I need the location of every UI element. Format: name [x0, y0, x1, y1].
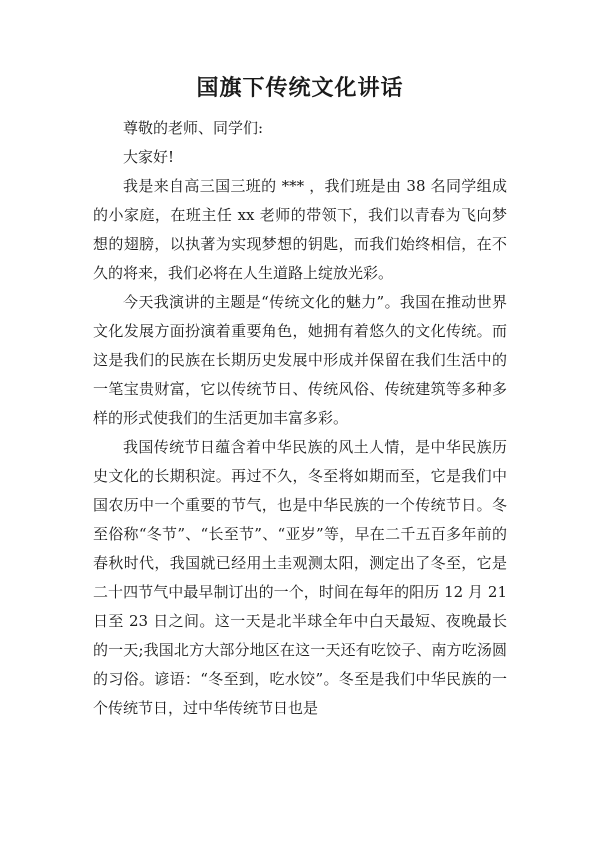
festival-paragraph: 我国传统节日蕴含着中华民族的风土人情，是中华民族历史文化的长期积淀。再过不久，冬至将如期而至，它是我们中国农历中一个重要的节气，也是中华民族的一个传统节日。冬至俗称“冬节”、“长至节”、“亚岁”等，早在二千五百多年前的春秋时代，我国就已经用土圭观测太阳，测定出了冬至，它是二十四节气中最早制订出的一个，时间在每年的阳历 12 月 21 日至 23 日之间。这一天是北半球全年中白天最短、夜晚最长的一天;我国北方大部分地区在这一天还有吃饺子、南方吃汤圆的习俗。谚语：“冬至到，吃水饺”。冬至是我们中华民族的一个传统节日，过中华传统节日也是: [93, 438, 507, 717]
salutation-paragraph: 尊敬的老师、同学们:: [123, 119, 264, 137]
intro-paragraph: 我是来自高三国三班的 *** ，我们班是由 38 名同学组成的小家庭，在班主任 xx 老师的带领下，我们以青春为飞向梦想的翅膀，以执著为实现梦想的钥匙，而我们始终相信，在不久的将来，我们必将在人生道路上绽放光彩。: [93, 177, 507, 282]
document-body: [93, 114, 507, 723]
theme-paragraph: 今天我演讲的主题是“传统文化的魅力”。我国在推动世界文化发展方面扮演着重要角色，她拥有着悠久的文化传统。而这是我们的民族在长期历史发展中形成并保留在我们生活中的一笔宝贵财富，它以传统节日、传统风俗、传统建筑等多种多样的形式使我们的生活更加丰富多彩。: [93, 293, 507, 427]
greeting-paragraph: 大家好!: [123, 148, 175, 166]
document-title: 国旗下传统文化讲话: [196, 75, 404, 101]
